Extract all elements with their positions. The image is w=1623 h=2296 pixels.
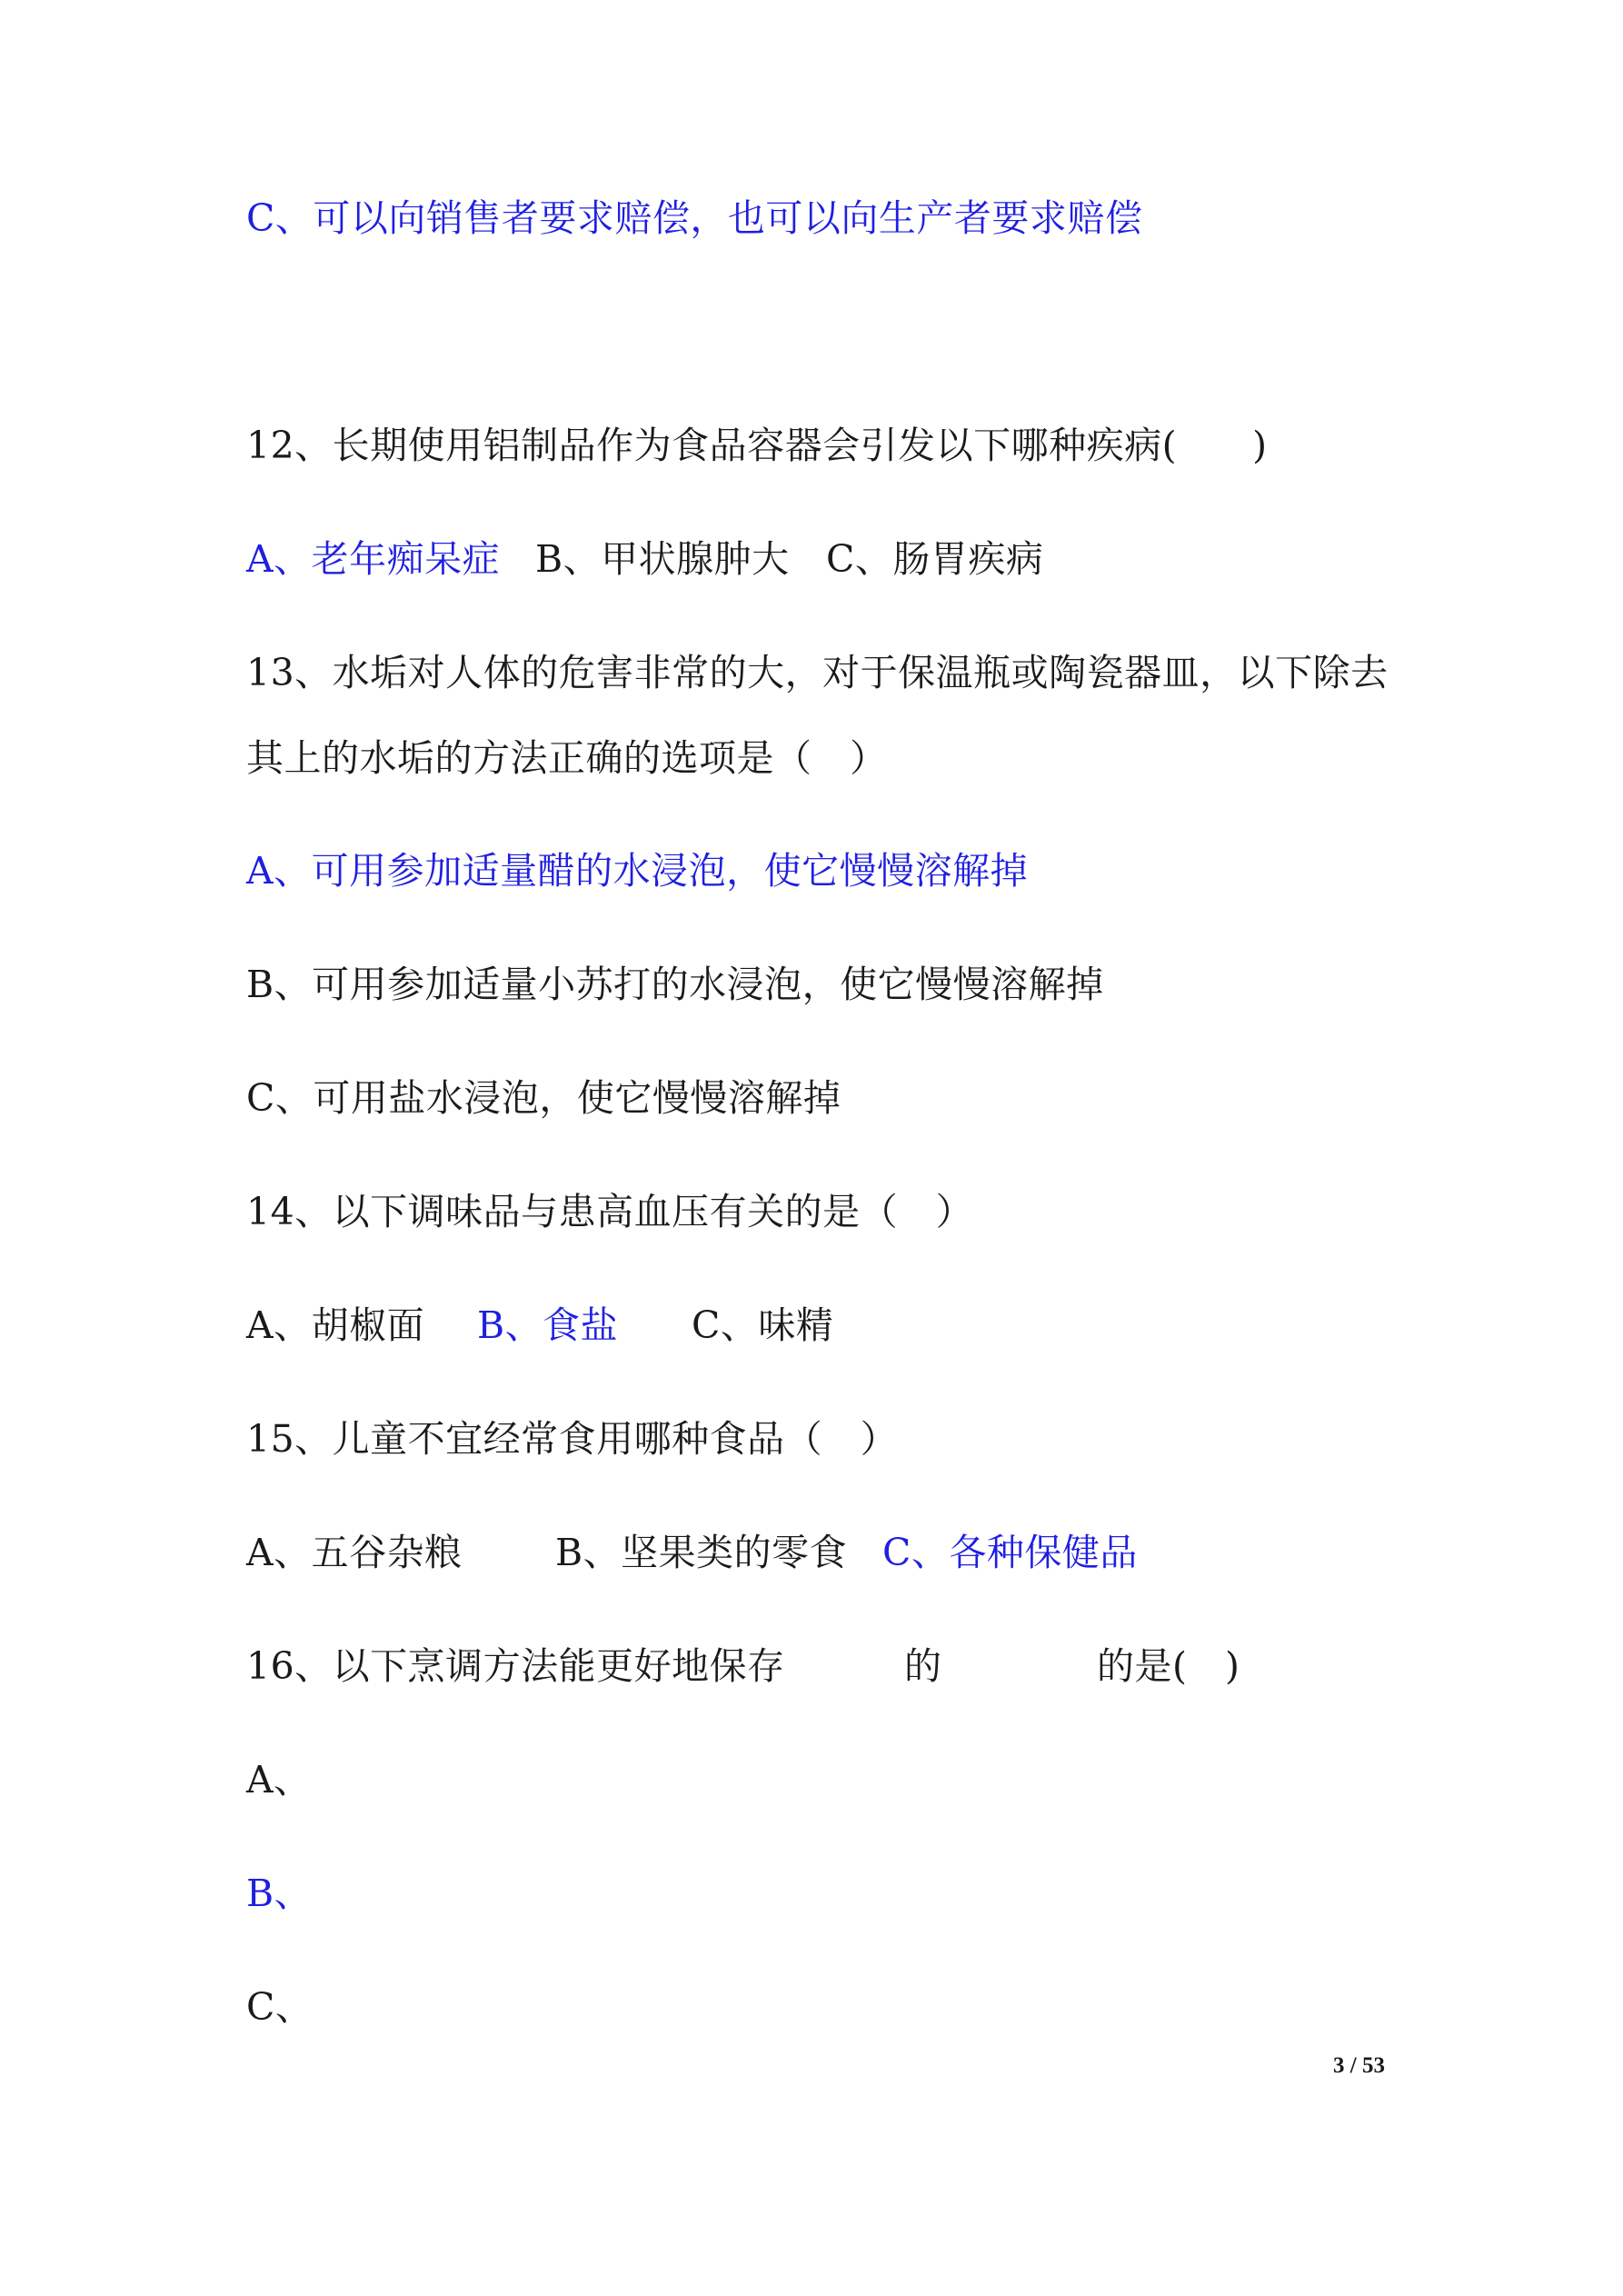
q15-option-c: C、各种保健品 xyxy=(882,1531,1138,1574)
q15-options xyxy=(246,1527,1373,1578)
q13-option-a: A、可用参加适量醋的水浸泡，使它慢慢溶解掉 xyxy=(246,849,1029,893)
q13-option-b: B、可用参加适量小苏打的水浸泡，使它慢慢溶解掉 xyxy=(246,963,1104,1006)
q14-options xyxy=(246,1300,1373,1351)
q15-option-a: A、五谷杂粮 xyxy=(246,1531,463,1574)
q13-question-line1: 13、水垢对人体的危害非常的大，对于保温瓶或陶瓷器皿，以下除去 xyxy=(246,651,1389,694)
page-number: 3 / 53 xyxy=(1333,2053,1385,2078)
q14-question: 14、以下调味品与患高血压有关的是（ ） xyxy=(246,1190,974,1233)
q12-question: 12、长期使用铝制品作为食品容器会引发以下哪种疾病( ) xyxy=(246,424,1268,467)
q13-option-c: C、可用盐水浸泡，使它慢慢溶解掉 xyxy=(246,1076,841,1120)
q16-question-part1: 16、以下烹调方法能更好地保存 xyxy=(246,1644,785,1688)
q16-question-part2: 的 xyxy=(904,1644,942,1688)
q15-option-b: B、坚果类的零食 xyxy=(555,1531,848,1574)
q12-option-a: A、老年痴呆症 xyxy=(246,537,501,581)
q16-option-c: C、 xyxy=(246,1985,314,2029)
q16-question-part3: 的是( ) xyxy=(1097,1644,1240,1688)
q12-option-b: B、甲状腺肿大 xyxy=(535,537,790,581)
q12-option-c: C、肠胃疾病 xyxy=(826,537,1044,581)
q16-question xyxy=(246,1641,1373,1692)
q14-option-a: A、胡椒面 xyxy=(246,1303,425,1347)
q16-option-a: A、 xyxy=(246,1758,312,1802)
q14-option-b: B、食盐 xyxy=(477,1303,619,1347)
q13-question-line2: 其上的水垢的方法正确的选项是（ ） xyxy=(246,736,888,780)
q16-option-b: B、 xyxy=(246,1872,313,1915)
q11-option-c: C、可以向销售者要求赔偿，也可以向生产者要求赔偿 xyxy=(246,196,1143,240)
q14-option-c: C、味精 xyxy=(692,1303,834,1347)
q15-question: 15、儿童不宜经常食用哪种食品（ ） xyxy=(246,1417,899,1461)
q12-options xyxy=(246,534,1373,584)
